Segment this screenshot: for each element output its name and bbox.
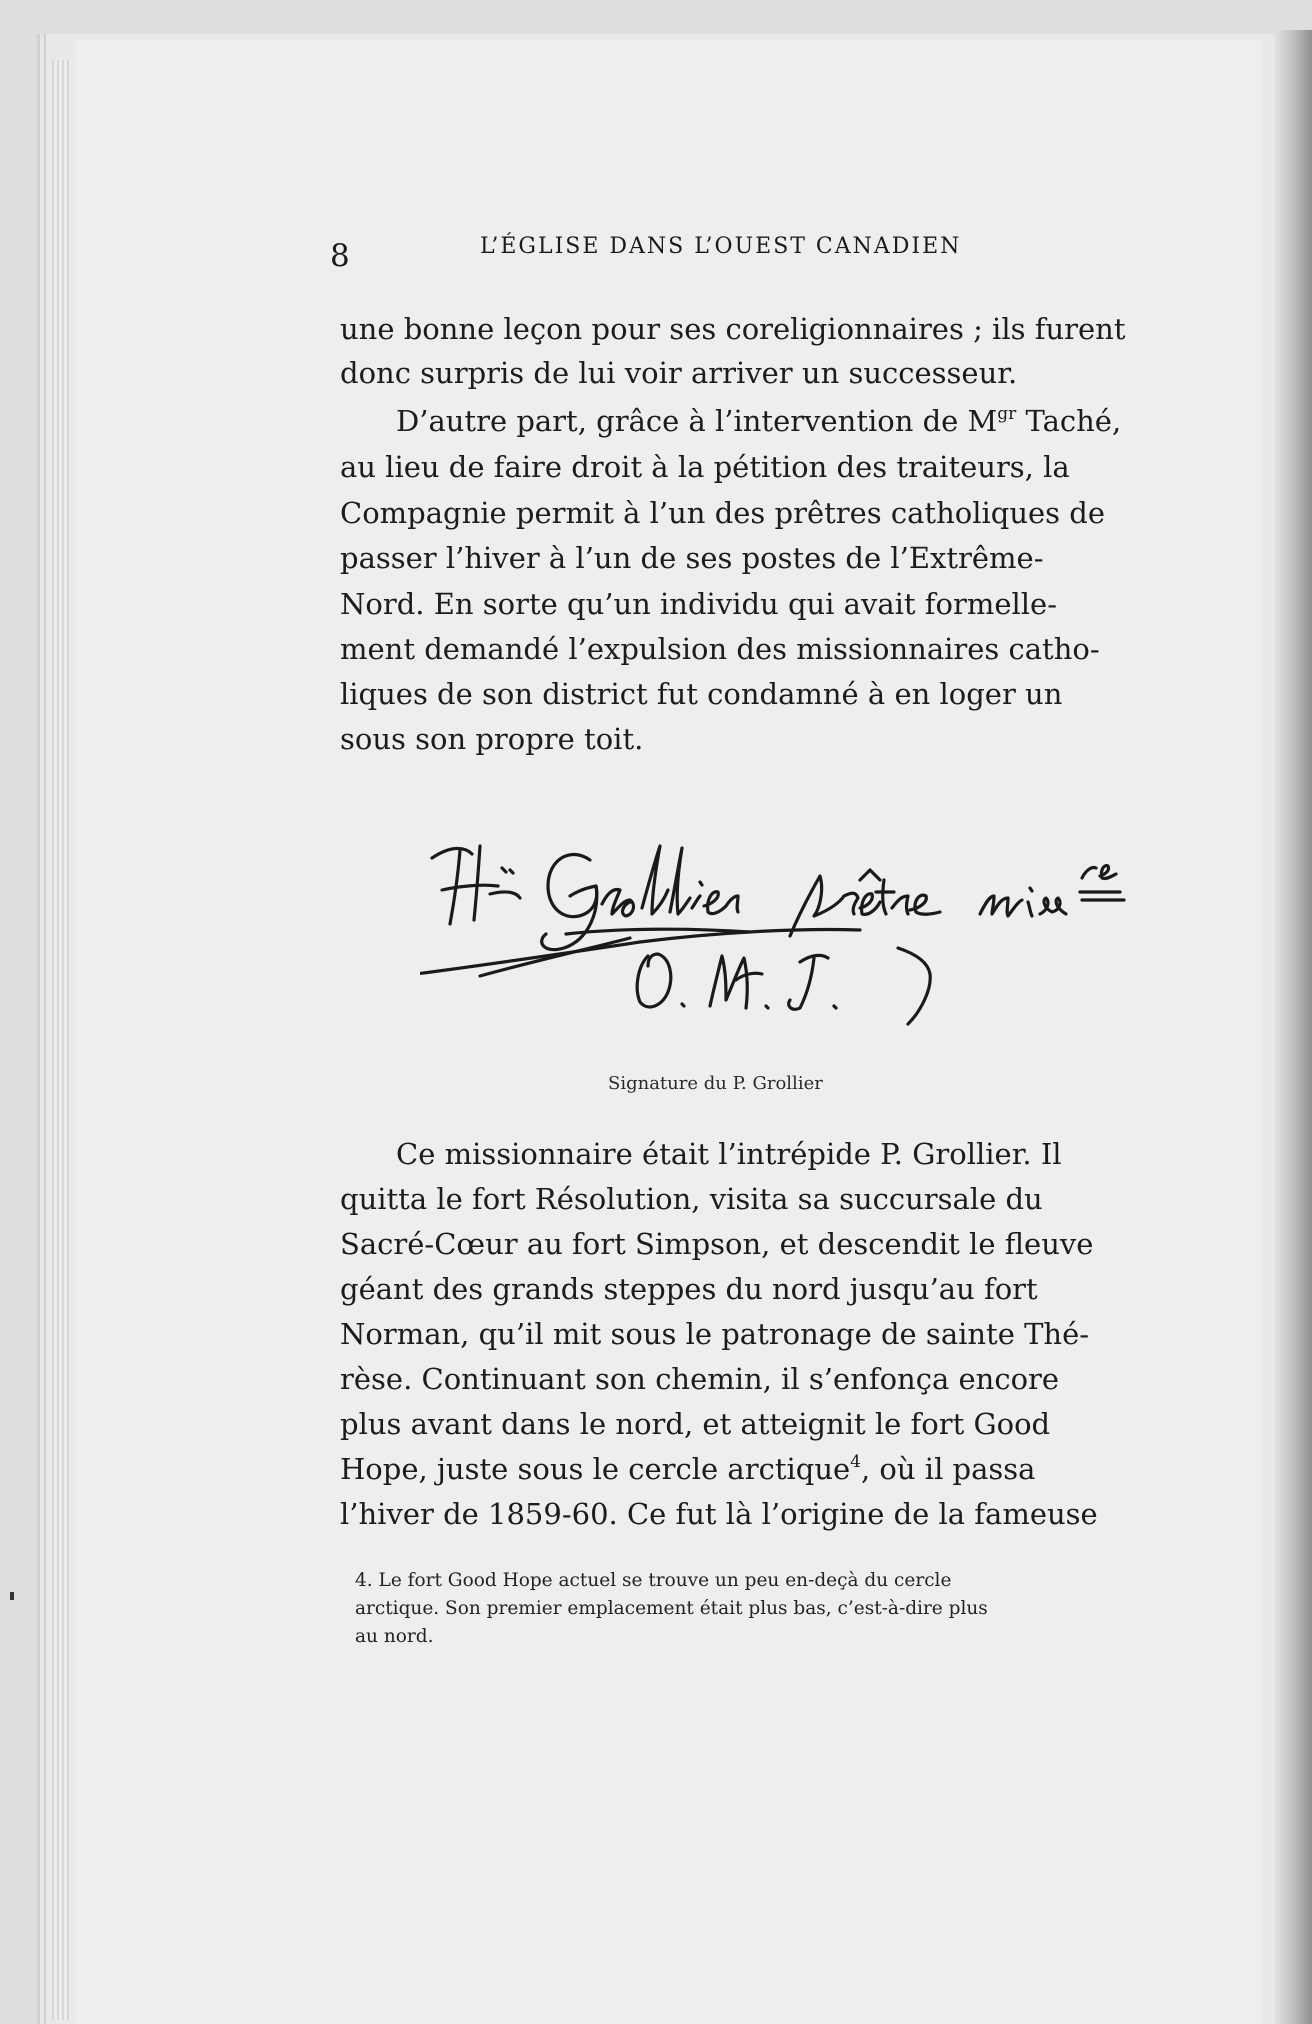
text-line: Nord. En sorte qu’un individu qui avait formelle- — [340, 587, 1058, 621]
footnote-line: au nord. — [355, 1626, 434, 1647]
handwritten-signature — [420, 816, 1140, 1056]
text-line — [396, 404, 1121, 438]
text-line: Sacré-Cœur au fort Simpson, et descendit le fleuve — [340, 1227, 1094, 1261]
body-text-bottom — [340, 1137, 1158, 1547]
text-line: Norman, qu’il mit sous le patronage de sainte Thé- — [340, 1317, 1090, 1351]
text-line: Compagnie permit à l’un des prêtres catholiques de — [340, 496, 1106, 530]
body-text-top — [340, 312, 1158, 772]
text-line: donc surpris de lui voir arriver un successeur. — [340, 356, 1018, 390]
signature-caption: Signature du P. Grollier — [608, 1073, 823, 1094]
text-segment: Taché, — [1016, 404, 1122, 438]
text-line: quitta le fort Résolution, visita sa succursale du — [340, 1182, 1043, 1216]
text-segment: D’autre part, grâce à l’intervention de M — [396, 404, 998, 438]
footnote-line: arctique. Son premier emplacement était plus bas, c’est-à-dire plus — [355, 1598, 988, 1619]
text-line: ment demandé l’expulsion des missionnaires catho- — [340, 632, 1100, 666]
text-segment: Hope, juste sous le cercle arctique — [340, 1452, 851, 1486]
superscript-abbreviation: gr — [997, 404, 1017, 424]
running-head — [330, 232, 1130, 272]
text-line: passer l’hiver à l’un de ses postes de l’Extrême- — [340, 541, 1044, 575]
text-line: une bonne leçon pour ses coreligionnaires ; ils furent — [340, 312, 1126, 346]
footnote — [355, 1570, 1175, 1666]
text-line: sous son propre toit. — [340, 722, 644, 756]
footnote-line: 4. Le fort Good Hope actuel se trouve un peu en-deçà du cercle — [355, 1570, 952, 1591]
book-spine-shadow — [1274, 30, 1312, 2024]
running-title: L’ÉGLISE DANS L’OUEST CANADIEN — [480, 234, 962, 259]
text-line — [340, 1452, 1035, 1486]
text-line: géant des grands steppes du nord jusqu’au fort — [340, 1272, 1038, 1306]
footnote-reference: 4 — [850, 1452, 861, 1472]
text-line: au lieu de faire droit à la pétition des traiteurs, la — [340, 450, 1070, 484]
text-line: Ce missionnaire était l’intrépide P. Grollier. Il — [396, 1137, 1062, 1171]
page-number: 8 — [330, 238, 350, 274]
margin-mark — [10, 1592, 14, 1600]
text-line: l’hiver de 1859-60. Ce fut là l’origine de la fameuse — [340, 1497, 1098, 1531]
text-segment: , où il passa — [861, 1452, 1036, 1486]
text-line: plus avant dans le nord, et atteignit le fort Good — [340, 1407, 1051, 1441]
text-line: rèse. Continuant son chemin, il s’enfonça encore — [340, 1362, 1060, 1396]
page-edges — [52, 60, 70, 2020]
text-line: liques de son district fut condamné à en loger un — [340, 677, 1063, 711]
